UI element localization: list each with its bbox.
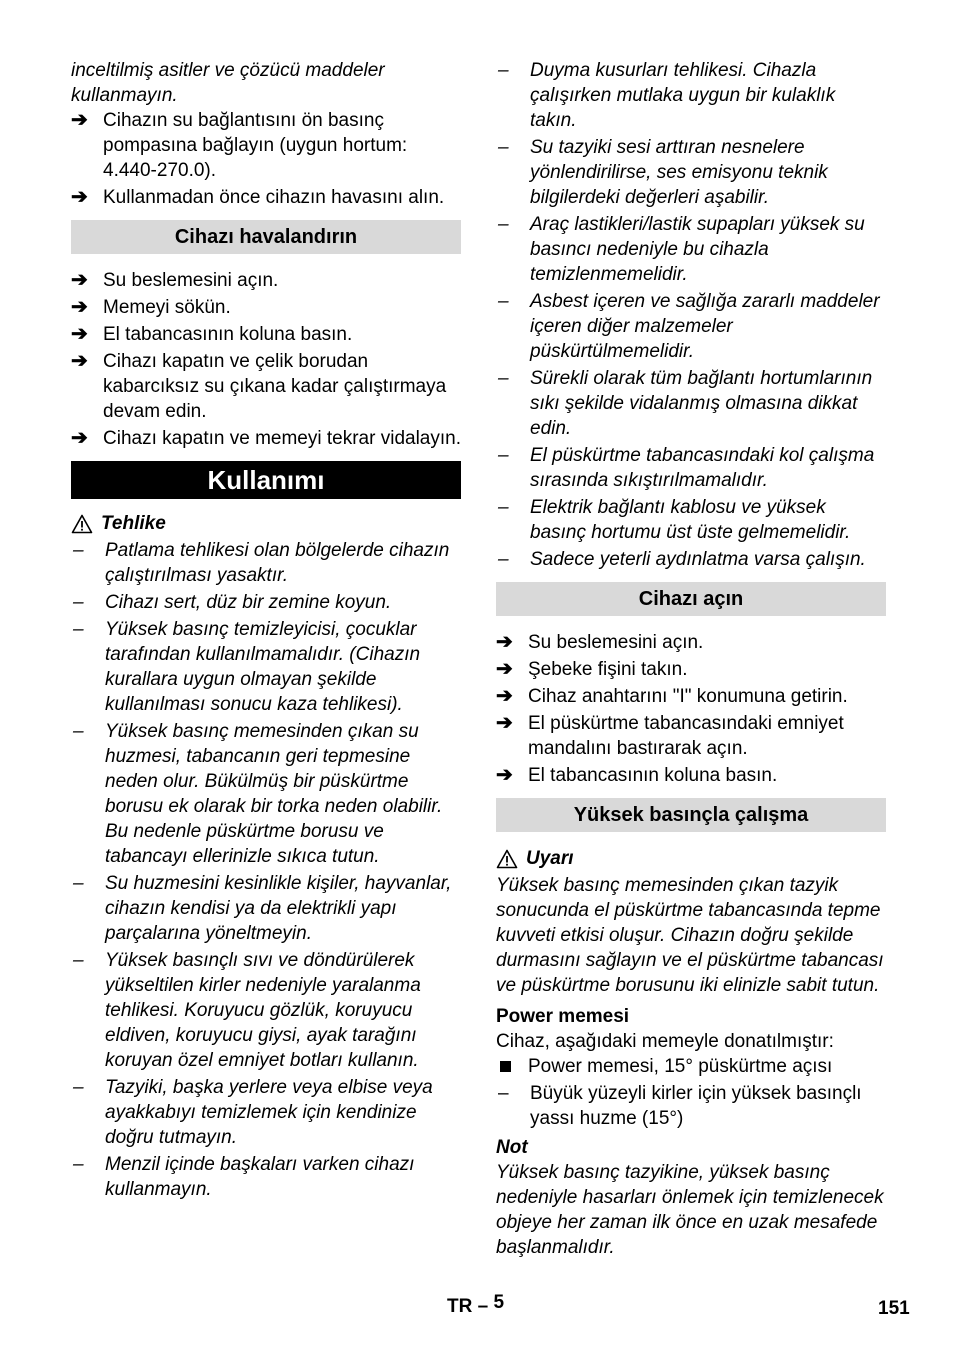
arrow-icon: ➔ — [71, 427, 88, 449]
list-item: – Menzil içinde başkaları varken cihazı kullanmayın. — [73, 1154, 415, 1200]
list-item: – Asbest içeren ve sağlığa zararlı maddeler içeren diğer malzemeler püskürtülmemelidir. — [498, 291, 880, 362]
list-item: – Patlama tehlikesi olan bölgelerde cihazın çalıştırılması yasaktır. — [73, 540, 450, 586]
list-item: ➔ El tabancasının koluna basın. — [71, 323, 353, 345]
list-item: ➔ El tabancasının koluna basın. — [496, 764, 778, 786]
list-item: ➔ Su beslemesini açın. — [71, 269, 279, 291]
chapter-heading-usage: Kullanımı — [71, 461, 461, 499]
arrow-icon: ➔ — [496, 658, 513, 680]
list-item: – Duyma kusurları tehlikesi. Cihazla çalışırken mutlaka uygun bir kulaklık takın. — [498, 60, 836, 131]
list-item: ➔ Cihazı kapatın ve çelik borudan kabarcıksız su çıkana kadar çalıştırmaya devam edin. — [71, 350, 447, 422]
note-text: Yüksek basınç tazyikine, yüksek basınç nedeniyle hasarları önlemek için temizlenecek objeye her zaman ilk önce en uzak mesafede başlanmalıdır. — [496, 1162, 884, 1258]
list-item: – Yüksek basınçlı sıvı ve döndürülerek yükseltilen kirler nedeniyle yaralanma tehlikesi. Koruyucu gözlük, koruyucu eldiven, koruyucu giysi, ayak tarağını koruyan özel emniyet botları kullanın. — [73, 950, 421, 1071]
warning-label-row — [496, 846, 886, 871]
list-item: – Tazyiki, başka yerlere veya elbise veya ayakkabıyı temizlemek için kendinize doğru tutmayın. — [73, 1077, 433, 1148]
footer-section-page: 5 — [493, 1292, 505, 1313]
nozzle-intro: Cihaz, aşağıdaki memeyle donatılmıştır: — [496, 1031, 834, 1052]
section-heading-high-pressure: Yüksek basınçla çalışma — [496, 798, 886, 832]
list-item: ➔ El püskürtme tabancasındaki emniyet mandalını bastırarak açın. — [496, 712, 844, 759]
note-label: Not — [496, 1137, 528, 1158]
list-item: – Su huzmesini kesinlikle kişiler, hayvanlar, cihazın kendisi ya da elektrikli yapı parçalarına yöneltmeyin. — [73, 873, 452, 944]
right-column — [496, 58, 886, 1260]
list-item: ➔ Kullanmadan önce cihazın havasını alın. — [71, 186, 445, 208]
square-bullet-icon — [496, 1054, 528, 1079]
list-item: ➔ Cihazın su bağlantısını ön basınç pompasına bağlayın (uygun hortum: 4.440-270.0). — [71, 109, 408, 181]
arrow-icon: ➔ — [71, 350, 88, 372]
arrow-icon: ➔ — [496, 712, 513, 734]
list-item: – Yüksek basınç memesinden çıkan su huzmesi, tabancanın geri tepmesine neden olur. Bükülmüş bir püskürtme borusu ek olarak bir torka neden olabilir. Bu nedenle püskürtme borusu ve tabancayı ellerinizle sıkıca tutun. — [73, 721, 443, 867]
warning-label: Uyarı — [526, 848, 574, 869]
arrow-icon: ➔ — [71, 296, 88, 318]
warning-triangle-icon — [496, 849, 518, 869]
arrow-icon: ➔ — [71, 186, 88, 208]
list-item: ➔ Memeyi sökün. — [71, 296, 231, 318]
arrow-icon: ➔ — [71, 323, 88, 345]
list-item: – Araç lastikleri/lastik supapları yüksek su basıncı nedeniyle bu cihazla temizlenmemelidir. — [498, 214, 865, 285]
section-heading-vent: Cihazı havalandırın — [71, 220, 461, 254]
section-heading-on: Cihazı açın — [496, 582, 886, 616]
footer-section — [447, 1292, 505, 1318]
intro-italic: inceltilmiş asitler ve çözücü maddeler kullanmayın. — [71, 60, 385, 106]
list-item: – Elektrik bağlantı kablosu ve yüksek basınç hortumu üst üste gelmemelidir. — [498, 497, 851, 543]
list-item: – Cihazı sert, düz bir zemine koyun. — [73, 592, 392, 613]
warning-triangle-icon — [71, 514, 93, 534]
list-item: ➔ Su beslemesini açın. — [496, 631, 704, 653]
nozzle-heading: Power memesi — [496, 1006, 630, 1027]
list-item: ➔ Cihaz anahtarını "I" konumuna getirin. — [496, 685, 848, 707]
danger-label-row — [71, 511, 461, 536]
list-item: Power memesi, 15° püskürtme açısı — [496, 1054, 886, 1079]
arrow-icon: ➔ — [71, 109, 88, 131]
arrow-icon: ➔ — [496, 685, 513, 707]
footer-sep: – — [477, 1296, 489, 1317]
list-item: – El püskürtme tabancasındaki kol çalışma sırasında sıkıştırılmamalıdır. — [498, 445, 875, 491]
list-item: – Su tazyiki sesi arttıran nesnelere yönlendirilirse, ses emisyonu teknik bilgilerdeki değerleri aşabilir. — [498, 137, 828, 208]
list-item: – Sürekli olarak tüm bağlantı hortumlarının sıkı şekilde vidalanmış olmasına dikkat edin. — [498, 368, 873, 439]
arrow-icon: ➔ — [496, 631, 513, 653]
list-item: ➔ Cihazı kapatın ve memeyi tekrar vidalayın. — [71, 427, 461, 449]
warning-text: Yüksek basınç memesinden çıkan tazyik sonucunda el püskürtme tabancasında tepme kuvveti etkisi oluşur. Cihazın doğru şekilde durmasını sağlayın ve el püskürtme tabancası ve püskürtme borusunu iki elinizle sabit tutun. — [496, 875, 884, 996]
list-item: – Büyük yüzeyli kirler için yüksek basınçlı yassı huzme (15°) — [498, 1083, 862, 1129]
list-item: ➔ Şebeke fişini takın. — [496, 658, 688, 680]
page-number: 151 — [878, 1298, 910, 1319]
left-column — [71, 58, 461, 1204]
arrow-icon: ➔ — [71, 269, 88, 291]
list-item: – Sadece yeterli aydınlatma varsa çalışın. — [498, 549, 866, 570]
danger-label: Tehlike — [101, 513, 166, 534]
list-item: – Yüksek basınç temizleyicisi, çocuklar tarafından kullanılmamalıdır. (Cihazın kurallara uygun olmayan şekilde kullanılması sonucu kaza tehlikesi). — [73, 619, 421, 715]
footer-lang: TR — [447, 1296, 473, 1317]
arrow-icon: ➔ — [496, 764, 513, 786]
